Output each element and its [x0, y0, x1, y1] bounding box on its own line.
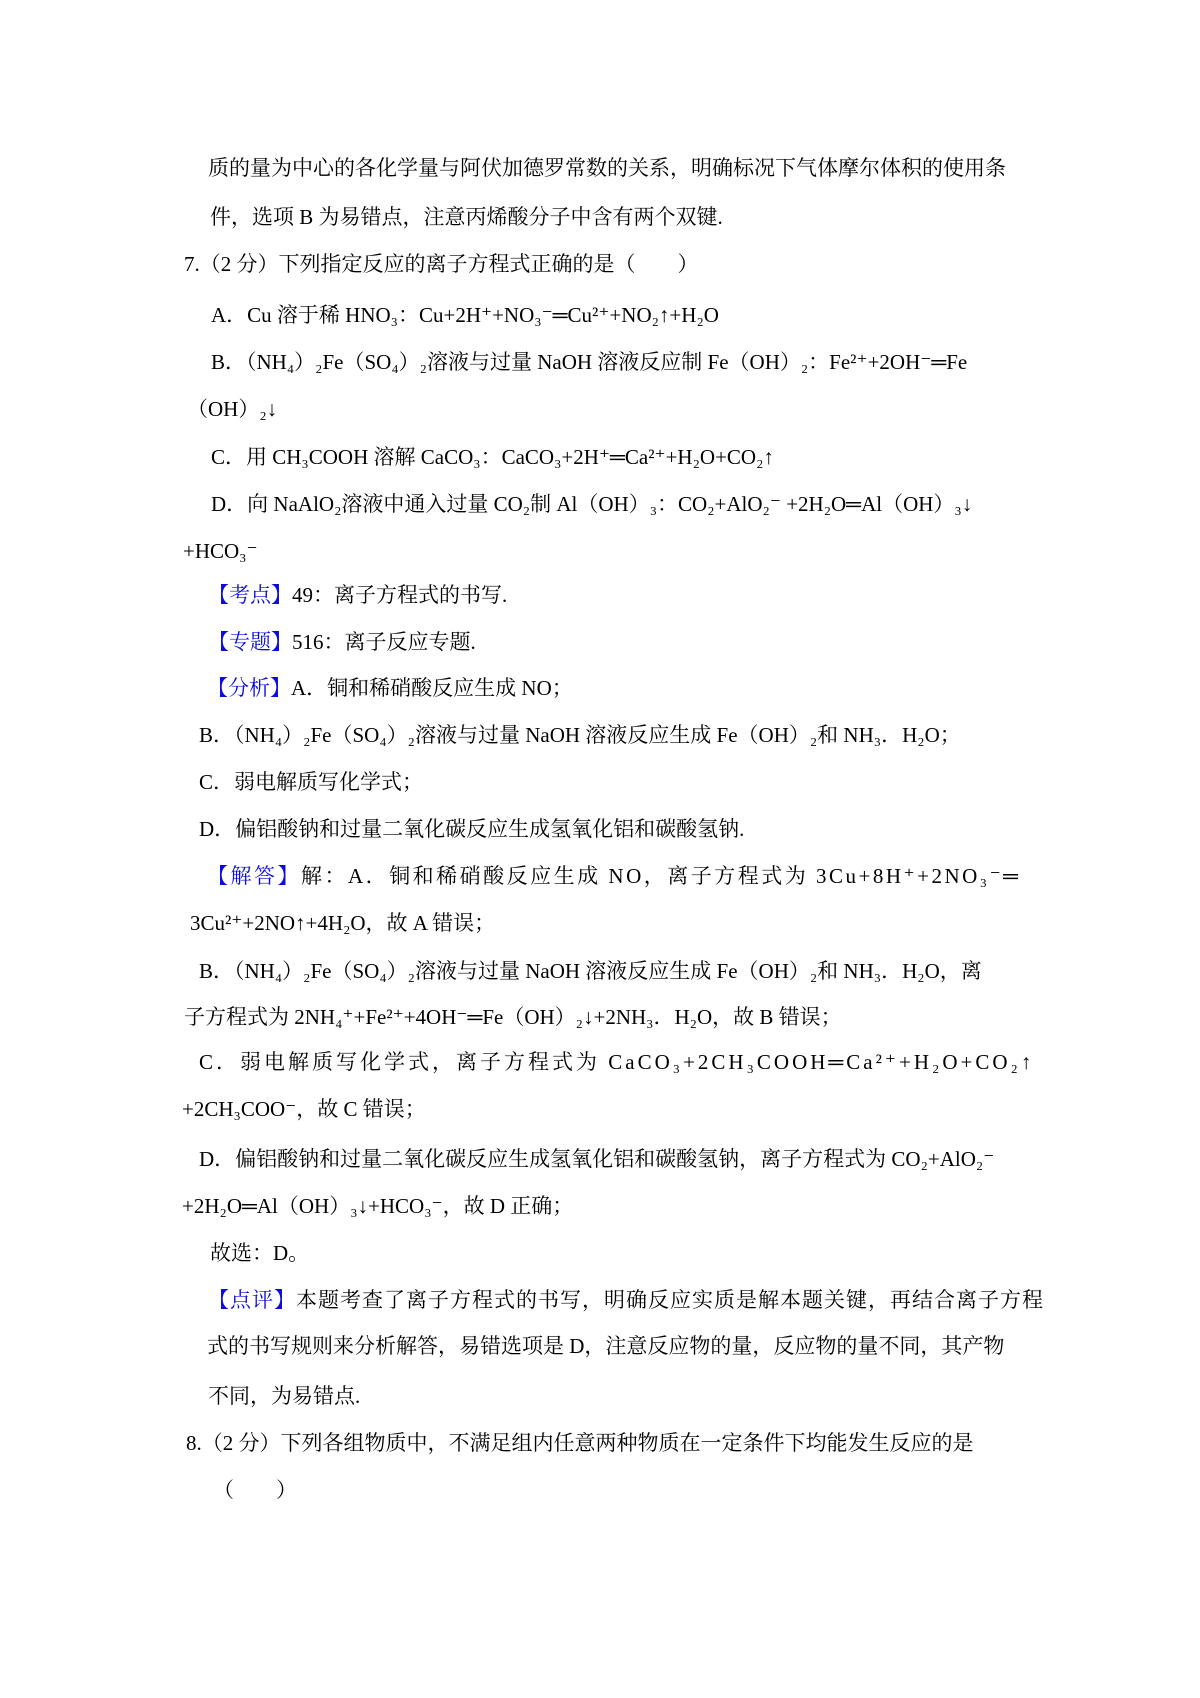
exam-point-text: 49：离子方程式的书写. [292, 583, 508, 607]
q7-analysis-line-b: B．（NH₄）₂Fe（SO₄）₂溶液与过量 NaOH 溶液反应生成 Fe（OH）₂和 NH₃．H₂O； [199, 723, 961, 747]
q8-stem: 8.（2 分）下列各组物质中，不满足组内任意两种物质在一定条件下均能发生反应的是 [186, 1431, 974, 1455]
q7-option-b-cont: （OH）₂↓ [187, 397, 278, 421]
analysis-text-a: A．铜和稀硝酸反应生成 NO； [291, 676, 573, 700]
prev-comment-line-1: 质的量为中心的各化学量与阿伏加德罗常数的关系，明确标况下气体摩尔体积的使用条 [208, 156, 1006, 180]
solution-label: 【解答】 [207, 864, 301, 888]
q7-solution-line-3: B．（NH₄）₂Fe（SO₄）₂溶液与过量 NaOH 溶液反应生成 Fe（OH）₂和 NH₃．H₂O，离 [199, 959, 982, 983]
q7-option-d: D．向 NaAlO₂溶液中通入过量 CO₂制 Al（OH）₃：CO₂+AlO₂⁻ +2H₂O═Al（OH）₃↓ [211, 492, 973, 516]
q7-answer-line: 故选：D。 [210, 1241, 310, 1265]
q7-solution-line-2: 3Cu²⁺+2NO↑+4H₂O，故 A 错误； [190, 911, 496, 935]
q7-exam-point-line [208, 583, 507, 608]
q7-option-b: B．（NH₄）₂Fe（SO₄）₂溶液与过量 NaOH 溶液反应制 Fe（OH）₂：Fe²⁺+2OH⁻═Fe [211, 350, 968, 374]
q7-option-a: A．Cu 溶于稀 HNO₃：Cu+2H⁺+NO₃⁻═Cu²⁺+NO₂↑+H₂O [211, 303, 719, 327]
comment-label: 【点评】 [208, 1288, 296, 1312]
q7-solution-line-1 [207, 864, 1021, 889]
q7-stem: 7.（2 分）下列指定反应的离子方程式正确的是（ ） [184, 252, 699, 276]
prev-comment-line-2: 件，选项 B 为易错点，注意丙烯酸分子中含有两个双键. [210, 205, 723, 229]
solution-text-1: 解：A．铜和稀硝酸反应生成 NO，离子方程式为 3Cu+8H⁺+2NO₃⁻═ [301, 864, 1021, 888]
q8-stem-cont: （ ） [213, 1478, 297, 1502]
exam-point-label: 【考点】 [208, 583, 292, 607]
topic-label: 【专题】 [208, 630, 292, 654]
q7-topic-line [208, 630, 476, 655]
q7-solution-line-8: +2H₂O═Al（OH）₃↓+HCO₃⁻，故 D 正确； [182, 1194, 574, 1218]
comment-text-1: 本题考查了离子方程式的书写，明确反应实质是解本题关键，再结合离子方程 [296, 1288, 1044, 1312]
q7-solution-line-7: D．偏铝酸钠和过量二氧化碳反应生成氢氧化铝和碳酸氢钠，离子方程式为 CO₂+AlO₂⁻ [199, 1147, 995, 1171]
q7-solution-line-6: +2CH₃COO⁻，故 C 错误； [182, 1097, 426, 1121]
topic-text: 516：离子反应专题. [292, 630, 476, 654]
q7-option-c: C．用 CH₃COOH 溶解 CaCO₃：CaCO₃+2H⁺═Ca²⁺+H₂O+CO₂↑ [211, 445, 774, 469]
q7-analysis-line-c: C．弱电解质写化学式； [199, 770, 424, 794]
q7-option-d-cont: +HCO₃⁻ [183, 539, 258, 563]
q7-comment-line-3: 不同，为易错点. [208, 1384, 361, 1408]
q7-analysis-line-a [207, 676, 573, 701]
q7-solution-line-5: C．弱电解质写化学式，离子方程式为 CaCO₃+2CH₃COOH═Ca²⁺+H₂O+CO₂↑ [199, 1050, 1035, 1074]
q7-comment-line-2: 式的书写规则来分析解答，易错选项是 D，注意反应物的量，反应物的量不同，其产物 [207, 1334, 1005, 1358]
q7-comment-line-1 [208, 1288, 1044, 1313]
q7-solution-line-4: 子方程式为 2NH₄⁺+Fe²⁺+4OH⁻═Fe（OH）₂↓+2NH₃．H₂O，故 B 错误； [184, 1005, 842, 1029]
analysis-label: 【分析】 [207, 676, 291, 700]
q7-analysis-line-d: D．偏铝酸钠和过量二氧化碳反应生成氢氧化铝和碳酸氢钠. [199, 817, 745, 841]
